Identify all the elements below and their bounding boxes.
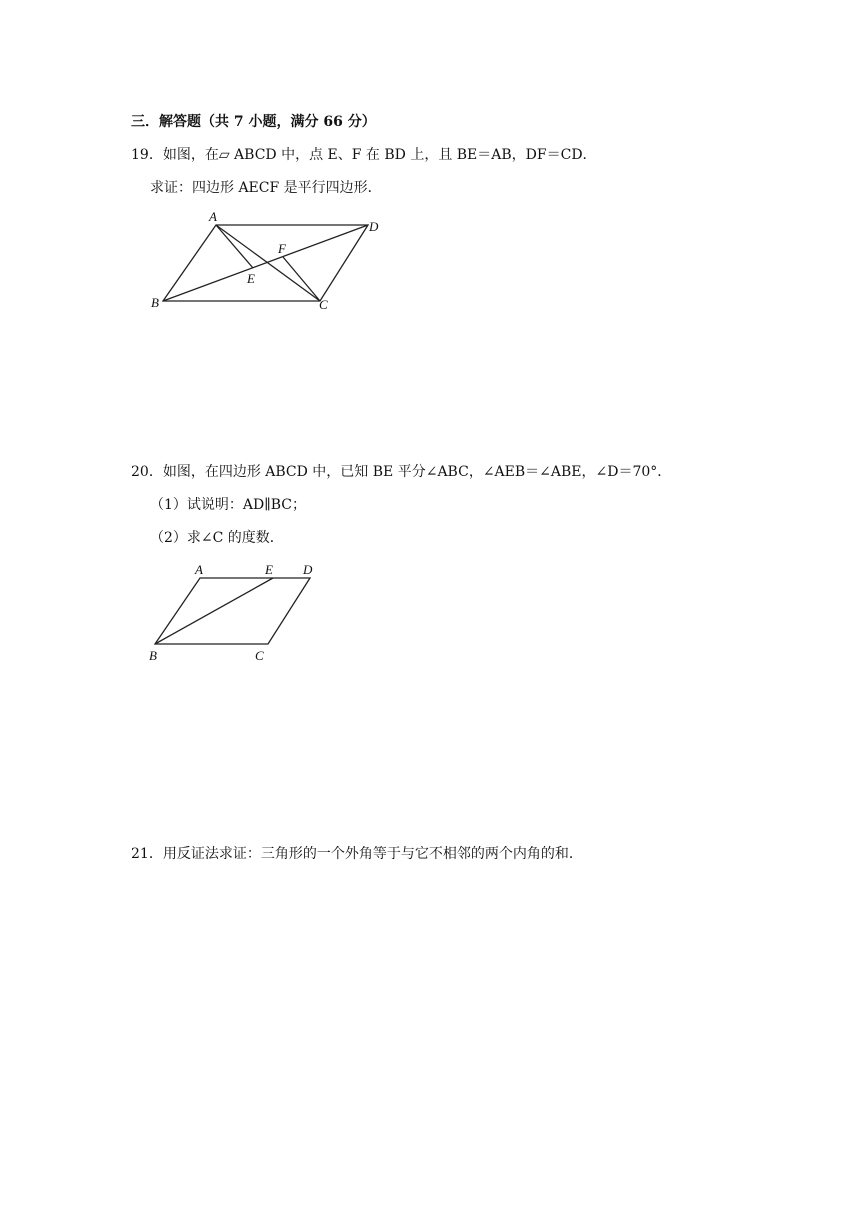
- segment-ae: [216, 225, 253, 268]
- segment-fc: [283, 257, 320, 301]
- label-b: B: [149, 648, 157, 663]
- problem-20-statement: 20．如图，在四边形 ABCD 中，已知 BE 平分∠ABC，∠AEB＝∠ABE，∠D＝70°．: [131, 464, 672, 480]
- problem-20-figure: [140, 558, 340, 672]
- segment-be: [155, 578, 273, 644]
- label-d: D: [369, 219, 379, 234]
- problem-21-statement: 21．用反证法求证：三角形的一个外角等于与它不相邻的两个内角的和．: [131, 846, 583, 862]
- problem-20-part-2: （2）求∠C 的度数．: [150, 530, 284, 546]
- label-a: A: [195, 562, 203, 577]
- parallelogram-abcd-diagram: [140, 205, 400, 317]
- diagonal-ac: [216, 225, 320, 301]
- problem-19-proof-line: 求证：四边形 AECF 是平行四边形．: [150, 180, 382, 196]
- label-c: C: [255, 648, 264, 663]
- label-e: E: [265, 562, 273, 577]
- problem-20-part-1: （1）试说明：AD∥BC；: [150, 497, 306, 513]
- label-f: F: [278, 241, 286, 256]
- quadrilateral-abcd-diagram: [140, 558, 340, 668]
- problem-19-statement: 19．如图，在▱ ABCD 中，点 E、F 在 BD 上，且 BE＝AB，DF＝CD．: [131, 147, 597, 163]
- problem-19-figure: [140, 205, 400, 321]
- section-heading: 三．解答题（共 7 小题，满分 66 分）: [131, 114, 376, 130]
- label-e: E: [247, 271, 255, 286]
- diagonal-bd: [163, 225, 368, 301]
- label-b: B: [151, 295, 159, 310]
- quadrilateral-outline: [155, 578, 310, 644]
- label-d: D: [303, 562, 313, 577]
- label-a: A: [209, 209, 217, 224]
- label-c: C: [319, 297, 328, 312]
